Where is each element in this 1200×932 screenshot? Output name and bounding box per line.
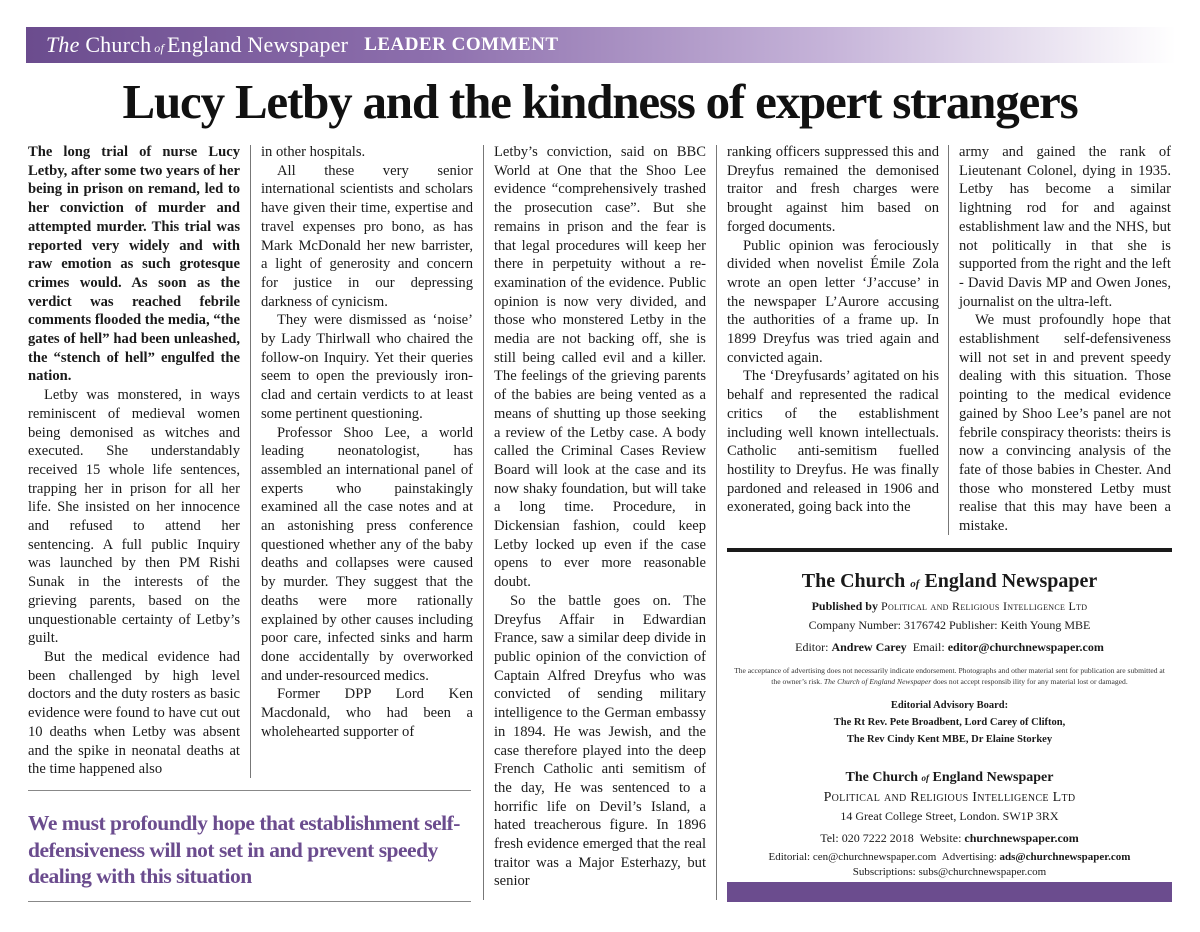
address-company: Political and Religious Intelligence Ltd: [823, 790, 1076, 805]
infobox-top-rule: [727, 548, 1172, 552]
address-subscriptions: Subscriptions: subs@churchnewspaper.com: [852, 866, 1047, 878]
advisory-board-title: Editorial Advisory Board:: [890, 700, 1009, 711]
published-by-line: Published by Political and Religious Intelligence Ltd: [811, 599, 1088, 613]
editor-line: Editor: Andrew Carey Email: editor@churchnewspaper.com: [795, 640, 1104, 654]
article-paragraph: They were dismissed as ‘noise’ by Lady Thirlwall who chaired the follow-on Inquiry. Yet their queries seem to open the previously iron-clad and certain verdicts to at least some pertinent questioning.: [261, 312, 473, 422]
article-paragraph: The ‘Dreyfusards’ agitated on his behalf and represented the radical critics of the establishment including well known intellectuals. Catholic anti-semitism fuelled hostility to Dreyfus. He was finally pardoned and released in 1906 and exonerated, going back into the: [727, 368, 939, 516]
article-column-4: [727, 143, 939, 517]
article-paragraph: in other hospitals.: [261, 144, 366, 160]
address-phone-web: Tel: 020 7222 2018 Website: churchnewspaper.com: [820, 831, 1079, 845]
article-paragraph: We must profoundly hope that establishment self-defensiveness will not set in and prevent speedy dealing with this situation. Those pointing to the medical evidence gained by Shoo Lee’s panel are not febrile conspiracy theorists: theirs is now a convincing analysis of the fate of those babies in Chester. And those who monstered Letby must realise that this may have been a mistake.: [959, 312, 1171, 535]
editor-email-link[interactable]: editor@churchnewspaper.com: [947, 640, 1104, 654]
article-paragraph: army and gained the rank of Lieutenant Colonel, dying in 1935. Letby has become a similar lightning rod for and against establishment law and the NHS, but not politically in that she is supported from the right and the left - David Davis MP and Owen Jones, journalist on the ultra-left.: [959, 144, 1171, 310]
company-number-line: Company Number: 3176742 Publisher: Keith Young MBE: [808, 618, 1091, 632]
article-paragraph: Letby’s conviction, said on BBC World at One that the Shoo Lee evidence “comprehensively trashed the prosecution case”. But she remains in prison and the fear is that legal procedures will keep her there in perpetuity without a re-examination of the evidence. Public opinion is now very divided, and those who monstered Letby in the media are not backing off, she is still being called evil and a killer. The feelings of the grieving parents of the babies are being vented as a means of shutting up those seeking a review of the Letby case. A body called the Criminal Cases Review Board will look at the case and its now shaky foundation, but will take a long time. Procedure, in Dickensian fashion, could keep Letby locked up even if the case opens to ever more reasonable doubt.: [494, 144, 706, 591]
page-title: Lucy Letby and the kindness of expert strangers: [122, 74, 1078, 129]
address-emails: Editorial: cen@churchnewspaper.com Advertising: ads@churchnewspaper.com: [768, 851, 1131, 863]
masthead-section-label: LEADER COMMENT: [364, 34, 559, 55]
pull-quote: We must profoundly hope that establishment self-defensiveness will not set in and prevent speedy dealing with this situation: [28, 811, 460, 888]
masthead-banner: [26, 27, 1176, 63]
pullquote-bottom-rule: [28, 901, 471, 902]
subscriptions-email-link[interactable]: subs@churchnewspaper.com: [918, 866, 1047, 878]
article-paragraph: Letby was monstered, in ways reminiscent of medieval women being demonised as witches and executed. She understandably received 15 whole life sentences, trapping her in prison for all her life. She insisted on her innocence and refused to attend her sentencing. A full public Inquiry was launched by then PM Rishi Sunak in the interests of the grieving parents, based on the unquestionable certainty of Letby’s guilt.: [28, 387, 240, 647]
publisher-info-box: [727, 570, 1172, 748]
article-column-1: [28, 143, 240, 779]
disclaimer-text: The acceptance of advertising does not necessarily indicate endorsement. Photographs and other material sent for publication are submitted at the owner’s risk. The Church of England Newspaper does not accept responsib ility for any material lost or damaged.: [734, 666, 1165, 686]
column-divider: [483, 145, 484, 900]
article-paragraph: Professor Shoo Lee, a world leading neonatologist, has assembled an international panel of experts who painstakingly examined all the case notes and at an astonishing press conference questioned whether any of the baby deaths and collapses were caused by murder. They suggest that the deaths were more rationally explained by other causes including poor care, infected sinks and harm done accidentally by overworked and under-resourced medics.: [261, 424, 473, 684]
contact-address-block: [727, 768, 1172, 880]
article-paragraph: Public opinion was ferociously divided when novelist Émile Zola wrote an open letter ‘J’accuse’ in the newspaper L’Aurore accusing the authorities of a frame up. In 1899 Dreyfus was tried again and convicted again.: [727, 237, 939, 366]
editorial-email-link[interactable]: cen@churchnewspaper.com: [812, 851, 937, 863]
advisory-board-members: The Rev Cindy Kent MBE, Dr Elaine Storkey: [846, 734, 1053, 745]
footer-accent-bar: [727, 882, 1172, 902]
article-paragraph: All these very senior international scientists and scholars have given their time, expertise and travel expenses pro bono, as has Mark McDonald her new barrister, a light of generosity and concern for justice in our depressing darkness of cynicism.: [261, 162, 473, 310]
infobox-title: The Church of England Newspaper: [801, 570, 1098, 592]
masthead-paper-name: The Church of England Newspaper: [46, 32, 349, 57]
article-paragraph: ranking officers suppressed this and Dreyfus remained the demonised traitor and fresh charges were brought against him based on forged documents.: [727, 144, 939, 235]
article-lead-paragraph: The long trial of nurse Lucy Letby, after some two years of her being in prison on remand, led to her conviction of murder and attempted murder. This trial was reported very widely and with raw emotion as such grotesque crimes would. As soon as the verdict was reached febrile comments flooded the media, “the gates of hell” had been unleashed, the “stench of hell” engulfed the nation.: [28, 144, 240, 385]
article-column-5: [959, 143, 1171, 536]
article-column-3: [494, 143, 706, 891]
article-paragraph: So the battle goes on. The Dreyfus Affair in Edwardian France, saw a similar deep divide in public opinion of the conviction of Captain Alfred Dreyfus who was convicted of sending military intelligence to the German embassy in 1894. He was Jewish, and the case therefore played into the deep French Catholic anti semitism of the day, He was sentenced to a horrific life on Devil’s Island, a hated treacherous figure. In 1896 fresh evidence emerged that the real traitor was a Major Esterhazy, but senior: [494, 592, 706, 890]
article-column-2: [261, 143, 473, 742]
column-divider: [250, 145, 251, 778]
address-street: 14 Great College Street, London. SW1P 3RX: [840, 809, 1059, 823]
pullquote-top-rule: [28, 790, 471, 791]
article-paragraph: Former DPP Lord Ken Macdonald, who had been a wholehearted supporter of: [261, 686, 473, 740]
advisory-board-members: The Rt Rev. Pete Broadbent, Lord Carey of Clifton,: [833, 717, 1066, 728]
address-title: The Church of England Newspaper: [845, 770, 1054, 785]
column-divider: [948, 145, 949, 535]
website-link[interactable]: churchnewspaper.com: [964, 831, 1079, 845]
advertising-email-link[interactable]: ads@churchnewspaper.com: [999, 851, 1131, 863]
article-paragraph: But the medical evidence had been challenged by high level doctors and the duty rosters as basic evidence were found to have cut out 10 deaths when Letby was absent and the spike in neonatal deaths at the time happened also: [28, 648, 240, 778]
column-divider: [716, 145, 717, 900]
